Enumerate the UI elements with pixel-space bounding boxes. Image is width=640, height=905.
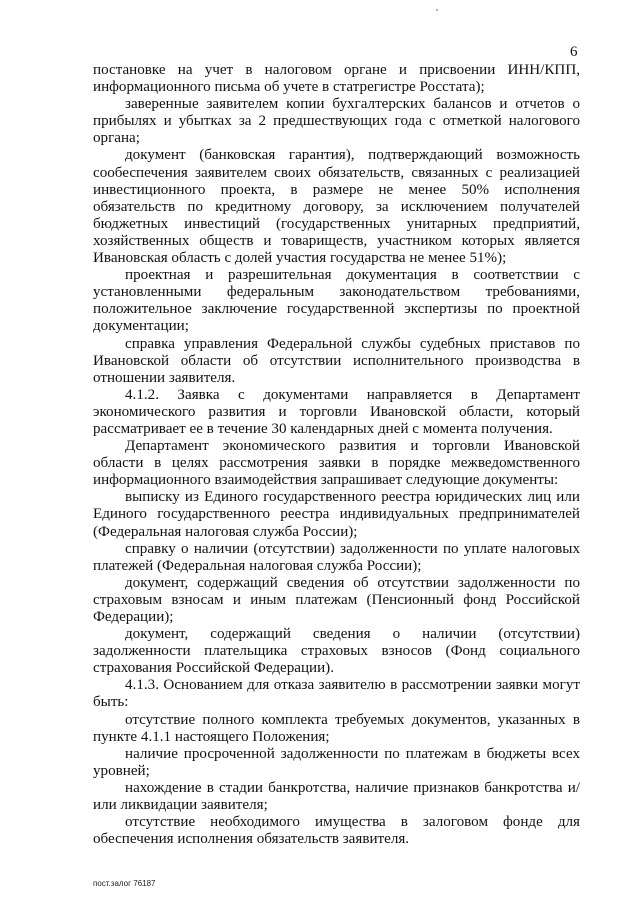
paragraph-bank-guarantee: документ (банковская гарантия), подтверждающий возможность сообеспечения заявителем своих обязательств, связанных с реализацией инвестиционного проекта, в размере не менее 50% исполнения обязательств по кредитному договору, за исключением получателей бюджетных инвестиций (государственных унитарных предприятий, хозяйственных обществ и товариществ, участником которых является Ивановская область с долей участия государства не менее 51%); [93, 147, 580, 267]
paragraph-department-requests: Департамент экономического развития и торговли Ивановской области в целях рассмотрения заявки в порядке межведомственного информационного взаимодействия запрашивает следующие документы: [93, 438, 580, 489]
paragraph-collateral: отсутствие необходимого имущества в залоговом фонде для обеспечения исполнения обязательств заявителя. [93, 814, 580, 848]
paragraph-balance-sheets: заверенные заявителем копии бухгалтерских балансов и отчетов о прибылях и убытках за 2 предшествующих года с отметкой налогового органа; [93, 96, 580, 147]
paragraph-4-1-2: 4.1.2. Заявка с документами направляется в Департамент экономического развития и торговли Ивановской области, который рассматривает ее в течение 30 календарных дней с момента получения. [93, 386, 580, 437]
paragraph-tax-debt-certificate: справку о наличии (отсутствии) задолженности по уплате налоговых платежей (Федеральная налоговая служба России); [93, 540, 580, 574]
paragraph-overdue-debt: наличие просроченной задолженности по платежам в бюджеты всех уровней; [93, 745, 580, 779]
paragraph-pension-fund: документ, содержащий сведения об отсутствии задолженности по страховым взносам и иным платежам (Пенсионный фонд Российской Федерации); [93, 574, 580, 625]
scan-artifact-dot [436, 9, 438, 11]
document-footer-code: пост.залог 76187 [93, 879, 156, 888]
paragraph-bailiff-certificate: справка управления Федеральной службы судебных приставов по Ивановской области об отсутствии исполнительного производства в отношении заявителя. [93, 335, 580, 386]
paragraph-continuation: постановке на учет в налоговом органе и присвоении ИНН/КПП, информационного письма об учете в статрегистре Росстата); [93, 62, 580, 96]
paragraph-social-insurance: документ, содержащий сведения о наличии (отсутствии) задолженности плательщика страховых взносов (Фонд социального страхования Российской Федерации). [93, 626, 580, 677]
paragraph-bankruptcy: нахождение в стадии банкротства, наличие признаков банкротства и/или ликвидации заявителя; [93, 779, 580, 814]
paragraph-project-documentation: проектная и разрешительная документация в соответствии с установленными федеральным законодательством требованиями, положительное заключение государственной экспертизы по проектной документации; [93, 267, 580, 335]
page-number: 6 [570, 44, 578, 60]
paragraph-4-1-3: 4.1.3. Основанием для отказа заявителю в рассмотрении заявки могут быть: [93, 677, 580, 711]
paragraph-registry-extract: выписку из Единого государственного реестра юридических лиц или Единого государственного реестра индивидуальных предпринимателей (Федеральная налоговая служба России); [93, 489, 580, 540]
paragraph-incomplete-documents: отсутствие полного комплекта требуемых документов, указанных в пункте 4.1.1 настоящего Положения; [93, 711, 580, 745]
document-body [93, 62, 580, 848]
